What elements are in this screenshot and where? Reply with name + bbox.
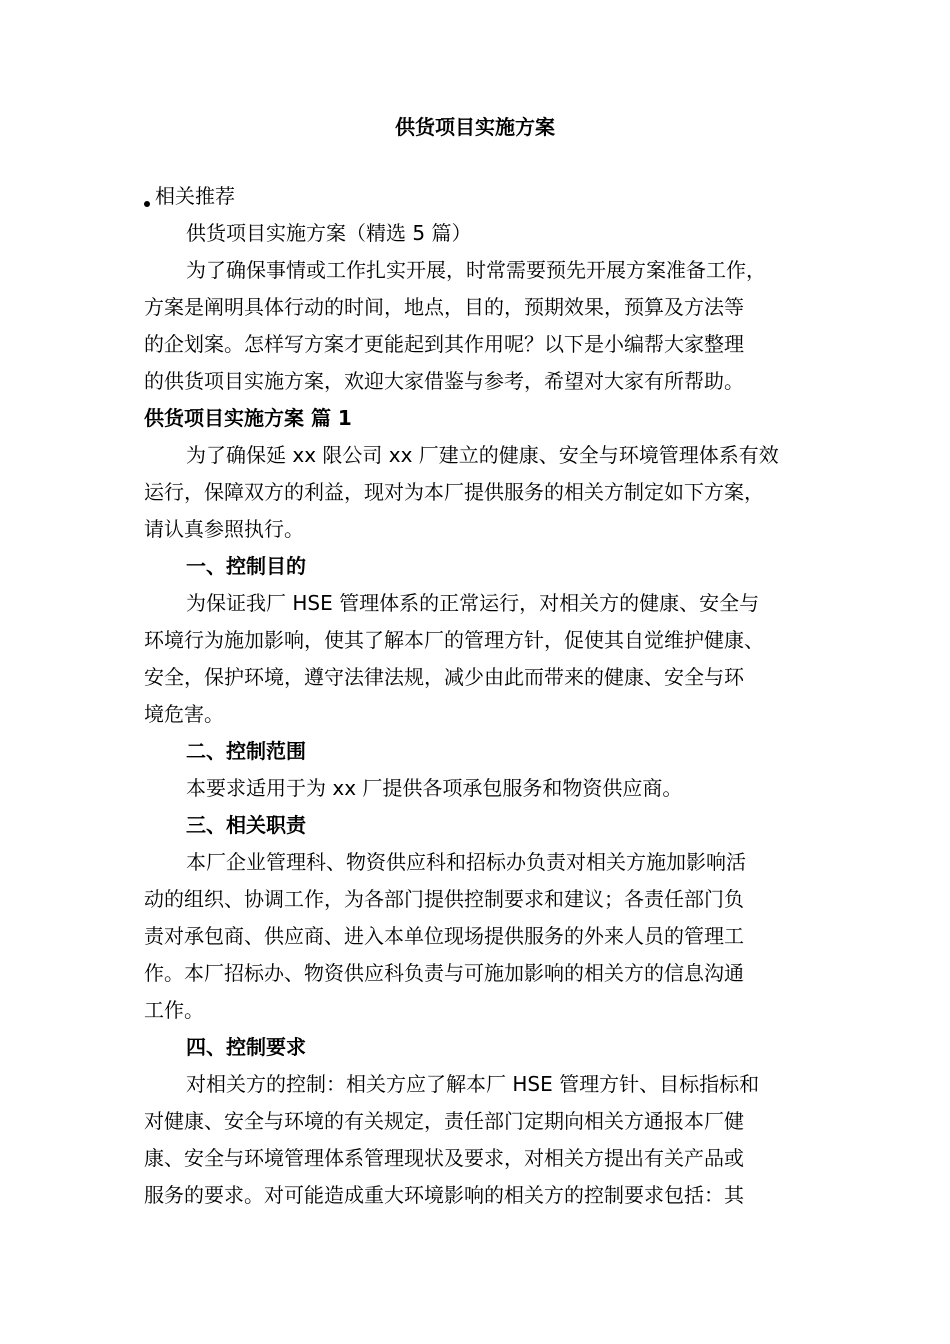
section-heading-requirements: 四、控制要求 bbox=[186, 1035, 306, 1059]
section-purpose-line: 安全，保护环境，遵守法律法规，减少由此而带来的健康、安全与环 bbox=[144, 665, 744, 689]
paragraph-line: 为了确保延 xx 限公司 xx 厂建立的健康、安全与环境管理体系有效 bbox=[186, 443, 779, 467]
section-purpose-line: 环境行为施加影响，使其了解本厂的管理方针，促使其自觉维护健康、 bbox=[144, 628, 764, 652]
intro-line: 方案是阐明具体行动的时间，地点，目的，预期效果，预算及方法等 bbox=[144, 295, 744, 319]
section-responsibilities-line: 本厂企业管理科、物资供应科和招标办负责对相关方施加影响活 bbox=[186, 850, 746, 874]
paragraph-line: 请认真参照执行。 bbox=[144, 517, 304, 541]
document-subtitle: 供货项目实施方案（精选 5 篇） bbox=[186, 221, 472, 245]
related-label: 相关推荐 bbox=[155, 184, 235, 208]
intro-line: 的供货项目实施方案，欢迎大家借鉴与参考，希望对大家有所帮助。 bbox=[144, 369, 744, 393]
intro-line: 为了确保事情或工作扎实开展，时常需要预先开展方案准备工作， bbox=[186, 258, 766, 282]
intro-line: 的企划案。怎样写方案才更能起到其作用呢？以下是小编帮大家整理 bbox=[144, 332, 744, 356]
section-heading-responsibilities: 三、相关职责 bbox=[186, 813, 306, 837]
section-scope-line: 本要求适用于为 xx 厂提供各项承包服务和物资供应商。 bbox=[186, 776, 683, 800]
article-heading: 供货项目实施方案 篇 1 bbox=[144, 406, 352, 430]
section-requirements-line: 对健康、安全与环境的有关规定，责任部门定期向相关方通报本厂健 bbox=[144, 1109, 744, 1133]
bullet-icon bbox=[144, 201, 150, 207]
section-heading-scope: 二、控制范围 bbox=[186, 739, 306, 763]
section-requirements-line: 服务的要求。对可能造成重大环境影响的相关方的控制要求包括：其 bbox=[144, 1183, 744, 1207]
section-heading-purpose: 一、控制目的 bbox=[186, 554, 306, 578]
section-responsibilities-line: 动的组织、协调工作，为各部门提供控制要求和建议；各责任部门负 bbox=[144, 887, 744, 911]
section-purpose-line: 为保证我厂 HSE 管理体系的正常运行，对相关方的健康、安全与 bbox=[186, 591, 760, 615]
section-purpose-line: 境危害。 bbox=[144, 702, 224, 726]
paragraph-line: 运行，保障双方的利益，现对为本厂提供服务的相关方制定如下方案， bbox=[144, 480, 764, 504]
document-body bbox=[144, 178, 814, 1214]
section-requirements-line: 康、安全与环境管理体系管理现状及要求，对相关方提出有关产品或 bbox=[144, 1146, 744, 1170]
section-responsibilities-line: 责对承包商、供应商、进入本单位现场提供服务的外来人员的管理工 bbox=[144, 924, 744, 948]
section-requirements-line: 对相关方的控制：相关方应了解本厂 HSE 管理方针、目标指标和 bbox=[186, 1072, 760, 1096]
section-responsibilities-line: 作。本厂招标办、物资供应科负责与可施加影响的相关方的信息沟通 bbox=[144, 961, 744, 985]
related-recommendation bbox=[144, 178, 814, 215]
document-title: 供货项目实施方案 bbox=[395, 115, 555, 139]
section-responsibilities-line: 工作。 bbox=[144, 998, 204, 1022]
